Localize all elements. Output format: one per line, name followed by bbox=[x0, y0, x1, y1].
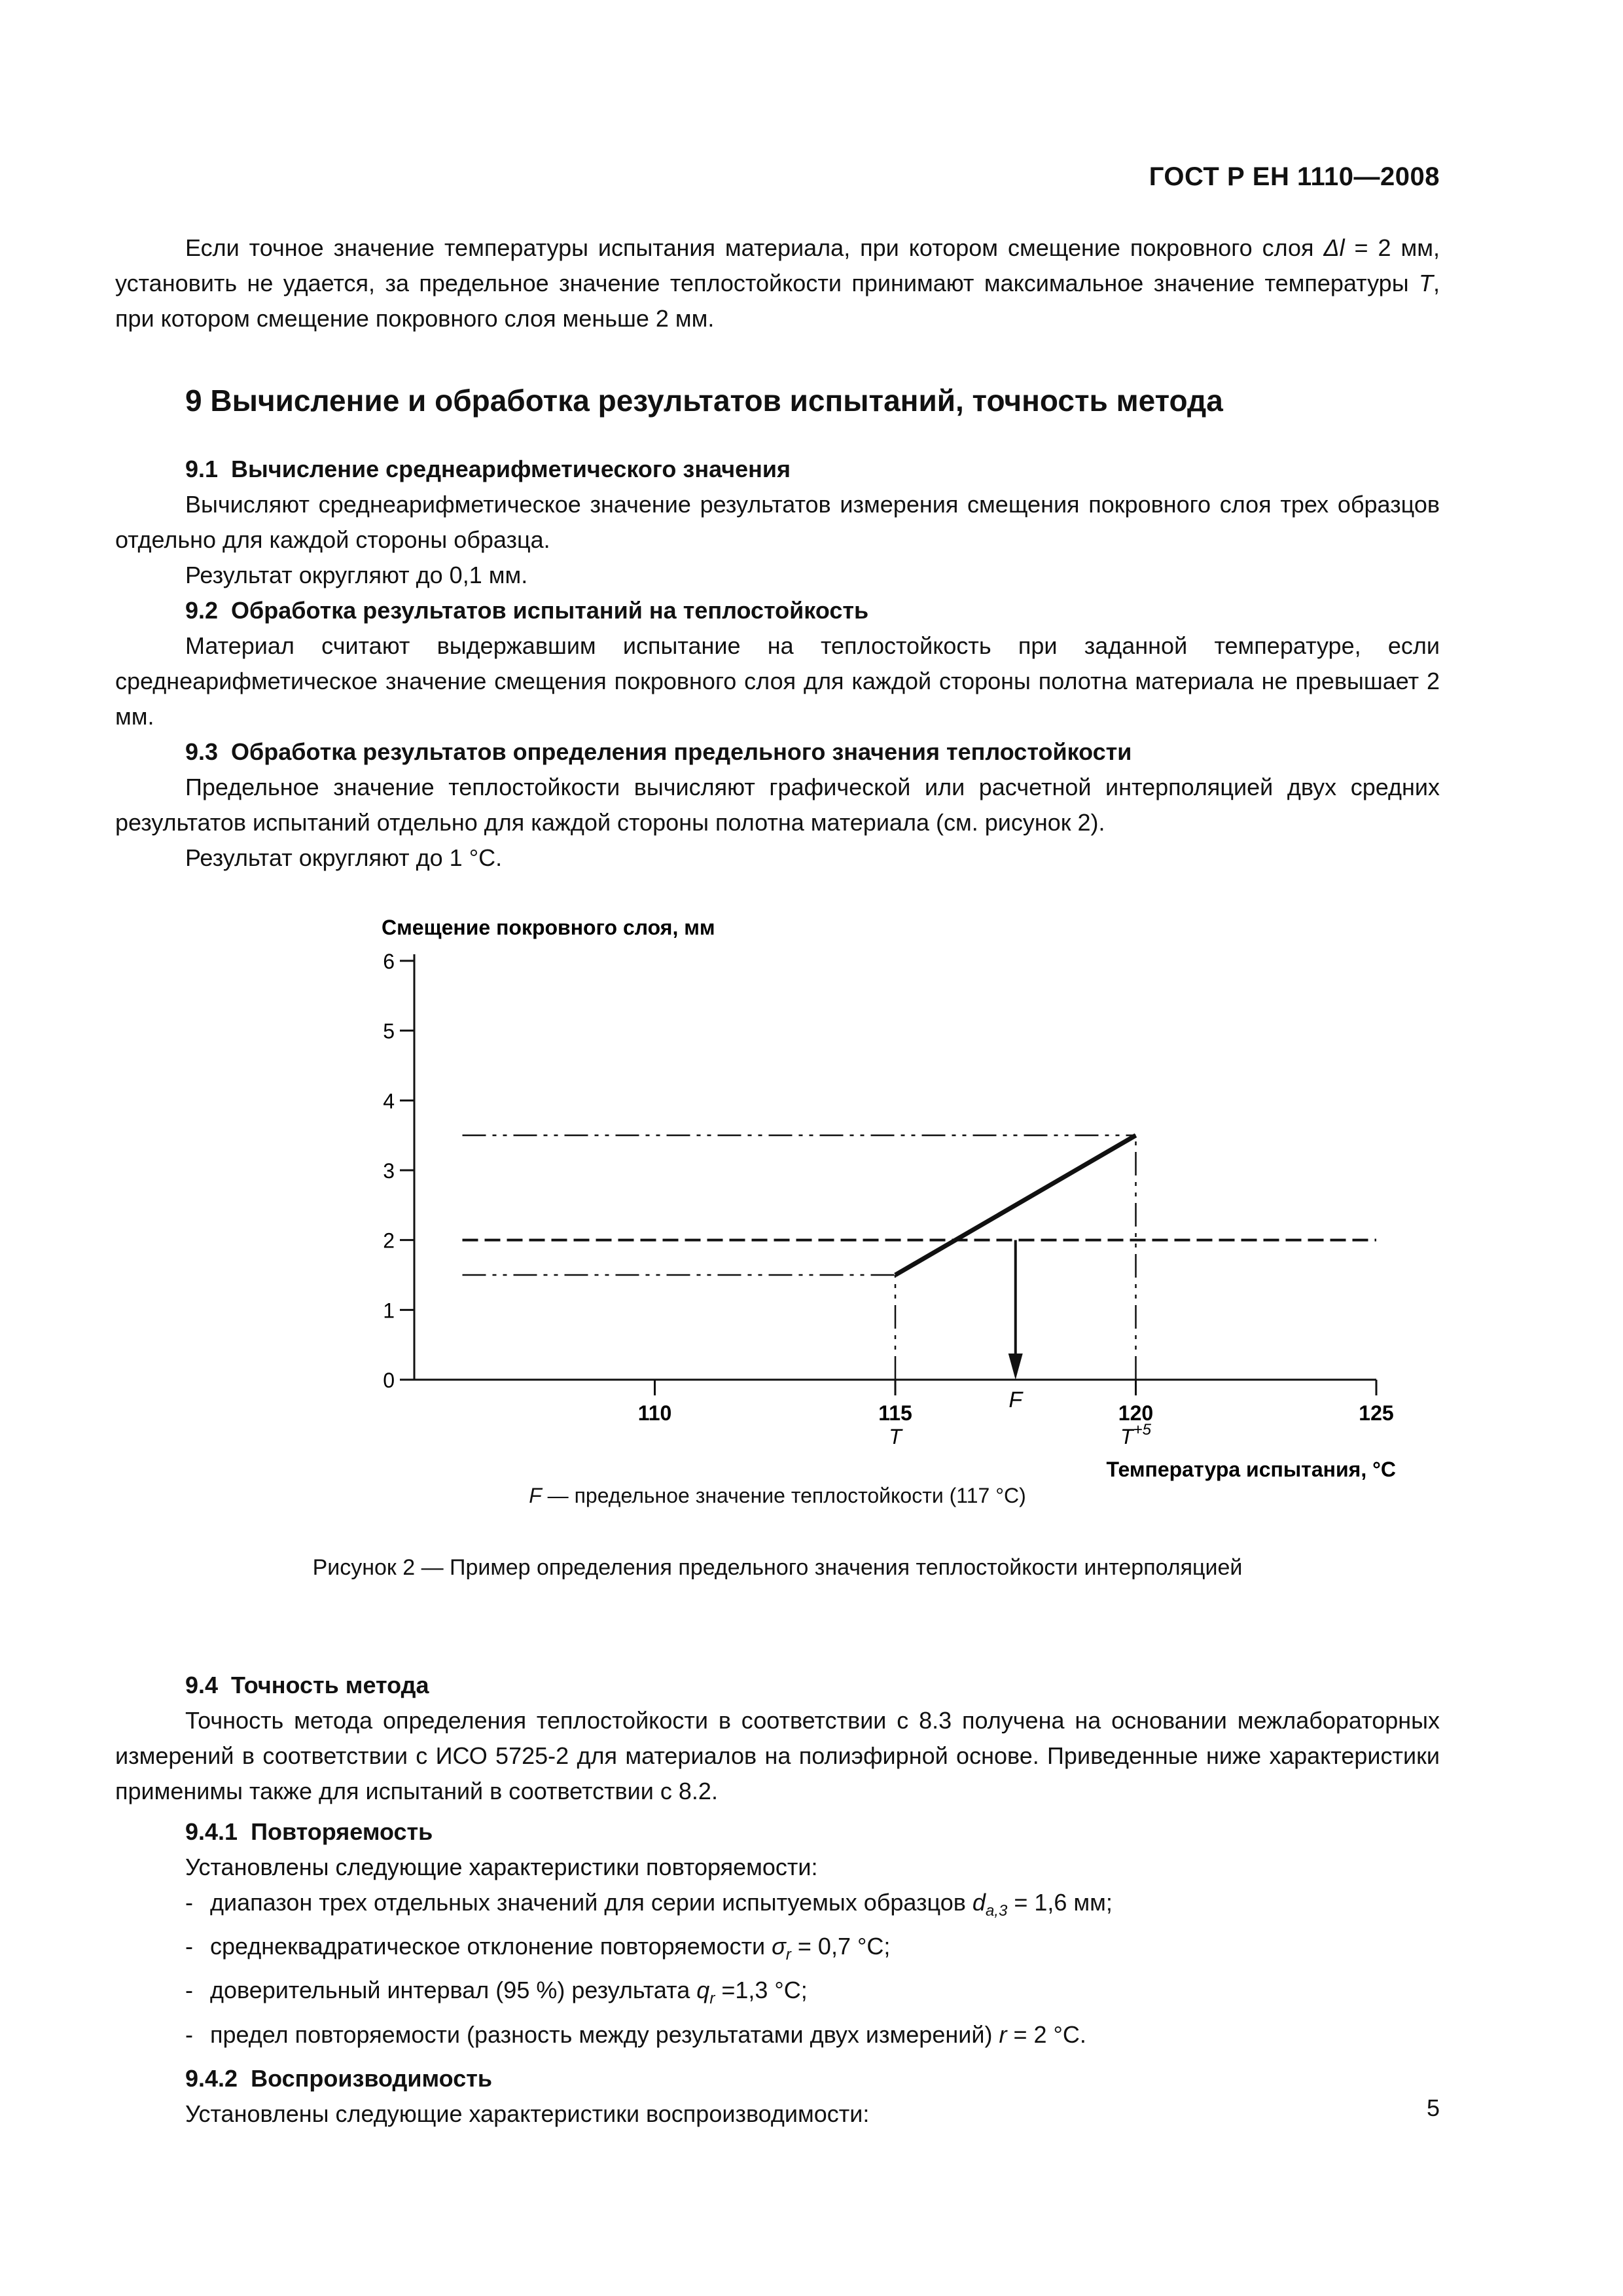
section-9-2-paragraph-1: Материал считают выдержавшим испытание на теплостойкость при заданной температуре, если среднеарифметическое значение смещения покровного слоя для каждой стороны полотна материала не превышает 2 мм. bbox=[115, 632, 1440, 730]
legend-text: — предельное значение теплостойкости (117 °С) bbox=[541, 1484, 1026, 1507]
section-9-4-2-heading bbox=[185, 2061, 1440, 2096]
section-title: Воспроизводимость bbox=[251, 2064, 492, 2092]
legend-variable: F bbox=[529, 1484, 542, 1507]
t-symbol: T bbox=[1418, 270, 1433, 296]
list-item bbox=[185, 1885, 1440, 1929]
repeatability-list bbox=[115, 1885, 1440, 2061]
item-value: = 0,7 °С; bbox=[791, 1933, 891, 1960]
y-tick-label: 6 bbox=[383, 950, 395, 973]
figure-2 bbox=[115, 895, 1440, 1668]
item-symbol: d bbox=[972, 1889, 986, 1916]
x-tick-label: 110 bbox=[637, 1401, 672, 1425]
x-tick-label: 125 bbox=[1359, 1401, 1394, 1425]
marker-arrow-head bbox=[1008, 1354, 1023, 1380]
x-tick-sublabel: T bbox=[889, 1425, 902, 1448]
item-symbol: r bbox=[999, 2020, 1007, 2048]
section-title: Обработка результатов испытаний на теплостойкость bbox=[231, 597, 869, 624]
intro-text-1: Если точное значение температуры испытания материала, при котором смещение покровного слоя bbox=[185, 234, 1324, 261]
y-tick-label: 5 bbox=[383, 1019, 395, 1043]
y-tick-label: 2 bbox=[383, 1229, 395, 1253]
list-item bbox=[185, 1929, 1440, 1973]
section-9-4-1-intro: Установлены следующие характеристики повторяемости: bbox=[185, 1854, 818, 1880]
list-item bbox=[185, 1973, 1440, 2017]
section-9-3-paragraph-1: Предельное значение теплостойкости вычисляют графической или расчетной интерполяцией двух средних результатов испытаний отдельно для каждой стороны полотна материала (см. рисунок 2). bbox=[115, 774, 1440, 836]
item-text: доверительный интервал (95 %) результата bbox=[210, 1977, 697, 2004]
marker-label: F bbox=[1008, 1388, 1023, 1412]
section-number: 9.3 bbox=[185, 738, 219, 765]
section-title: Повторяемость bbox=[251, 1818, 433, 1845]
section-9-3-heading bbox=[185, 734, 1440, 770]
figure-caption: Рисунок 2 — Пример определения предельного значения теплостойкости интерполяцией bbox=[312, 1555, 1243, 1580]
item-text: среднеквадратическое отклонение повторяемости bbox=[210, 1933, 772, 1960]
list-dash: - bbox=[185, 2020, 193, 2048]
section-9-1-paragraph-1: Вычисляют среднеарифметическое значение результатов измерения смещения покровного слоя трех образцов отдельно для каждой стороны образца. bbox=[115, 491, 1440, 553]
section-9-3-paragraph-2: Результат округляют до 1 °С. bbox=[185, 844, 503, 871]
section-9-heading: 9 Вычисление и обработка результатов испытаний, точность метода bbox=[185, 384, 1223, 418]
y-tick-label: 0 bbox=[383, 1369, 395, 1392]
section-number: 9.4.2 bbox=[185, 2064, 238, 2092]
section-number: 9.1 bbox=[185, 456, 219, 482]
intro-text-3: , при котором смещение покровного слоя меньше 2 мм. bbox=[115, 270, 1440, 332]
document-body bbox=[115, 230, 1440, 2132]
item-symbol: q bbox=[696, 1977, 710, 2004]
section-number: 9.2 bbox=[185, 597, 219, 624]
list-dash: - bbox=[185, 1889, 193, 1916]
document-code: ГОСТ Р ЕН 1110—2008 bbox=[1149, 162, 1440, 191]
intro-text-2: = 2 мм, установить не удается, за предельное значение теплостойкости принимают максимальное значение температуры bbox=[115, 234, 1440, 296]
intro-paragraph bbox=[115, 230, 1440, 336]
item-subscript: a,3 bbox=[985, 1902, 1008, 1920]
item-text: предел повторяемости (разность между результатами двух измерений) bbox=[210, 2020, 999, 2048]
section-number: 9.4.1 bbox=[185, 1818, 238, 1845]
section-title: Вычисление среднеарифметического значения bbox=[231, 456, 791, 482]
item-value: = 2 °С. bbox=[1007, 2020, 1086, 2048]
list-item bbox=[185, 2017, 1440, 2061]
y-tick-label: 4 bbox=[383, 1089, 395, 1113]
section-title: Обработка результатов определения предельного значения теплостойкости bbox=[231, 738, 1132, 765]
section-9-1-heading bbox=[185, 452, 1440, 487]
section-9-4-heading bbox=[185, 1668, 1440, 1703]
list-dash: - bbox=[185, 1977, 193, 2004]
section-9-4-2-intro: Установлены следующие характеристики воспроизводимости: bbox=[185, 2100, 870, 2127]
interpolation-chart bbox=[254, 895, 1432, 1481]
y-tick-label: 1 bbox=[383, 1299, 395, 1323]
section-9-4-1-heading bbox=[185, 1814, 1440, 1850]
item-text: диапазон трех отдельных значений для серии испытуемых образцов bbox=[210, 1889, 972, 1916]
x-tick-label: 115 bbox=[878, 1401, 912, 1425]
figure-legend-note bbox=[115, 1478, 1440, 1513]
item-subscript: r bbox=[709, 1990, 715, 2008]
page-number: 5 bbox=[1426, 2094, 1440, 2121]
section-9-4-paragraph-1: Точность метода определения теплостойкости в соответствии с 8.3 получена на основании межлабораторных измерений в соответствии с ИСО 5725-2 для материалов на полиэфирной основе. Приведенные ниже характеристики применимы также для испытаний в соответствии с 8.2. bbox=[115, 1707, 1440, 1804]
section-title: Точность метода bbox=[231, 1672, 429, 1698]
x-axis-label: Температура испытания, °С bbox=[1106, 1458, 1396, 1481]
item-value: =1,3 °С; bbox=[715, 1977, 808, 2004]
y-axis-label: Смещение покровного слоя, мм bbox=[382, 916, 715, 939]
item-symbol: σ bbox=[772, 1933, 786, 1960]
section-number: 9.4 bbox=[185, 1672, 219, 1698]
list-dash: - bbox=[185, 1933, 193, 1960]
delta-l-symbol: Δl bbox=[1323, 234, 1345, 261]
section-9-2-heading bbox=[185, 593, 1440, 628]
x-tick-label: 120 bbox=[1118, 1401, 1154, 1425]
section-9-1-paragraph-2: Результат округляют до 0,1 мм. bbox=[185, 562, 528, 588]
item-value: = 1,6 мм; bbox=[1007, 1889, 1113, 1916]
x-tick-sublabel: $T^{+5}$ bbox=[1120, 1421, 1151, 1448]
y-tick-label: 3 bbox=[383, 1159, 395, 1183]
item-subscript: r bbox=[785, 1946, 791, 1964]
